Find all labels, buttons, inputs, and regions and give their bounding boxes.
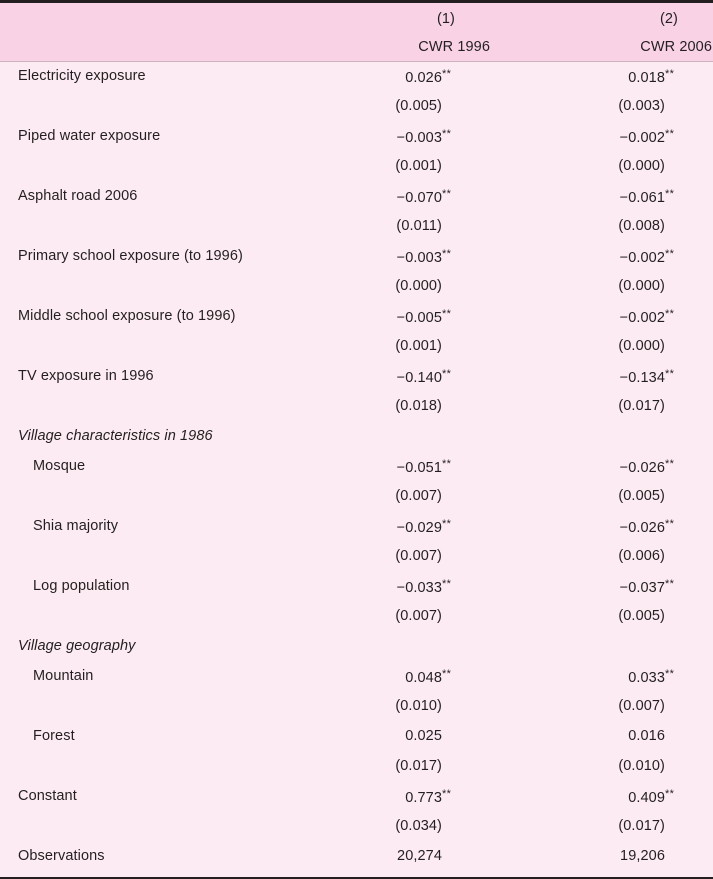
coefficient-col-1: 0.048** — [405, 668, 452, 686]
coefficient-col-2: −0.002** — [619, 308, 675, 326]
coefficient-col-2: 0.033** — [628, 668, 675, 686]
table-row — [0, 122, 713, 152]
coefficient-col-2: (0.003) — [618, 98, 665, 114]
table-row — [0, 212, 713, 242]
table-row — [0, 452, 713, 482]
significance-stars: ** — [442, 188, 452, 200]
significance-stars: ** — [665, 578, 675, 590]
table-row — [0, 782, 713, 812]
table-row — [0, 692, 713, 722]
row-label: Log population — [33, 578, 130, 594]
section-header: Village geography — [18, 638, 136, 654]
coefficient-col-2: (0.007) — [618, 698, 665, 714]
coefficient-col-2: −0.026** — [619, 518, 675, 536]
table-row — [0, 542, 713, 572]
table-row — [0, 62, 713, 92]
row-label: Forest — [33, 728, 75, 744]
coefficient-col-1: (0.017) — [395, 758, 442, 774]
coefficient-col-1: (0.007) — [395, 488, 442, 504]
significance-stars: ** — [442, 68, 452, 80]
row-label: Primary school exposure (to 1996) — [18, 248, 243, 264]
table-row — [0, 512, 713, 542]
coefficient-col-1: −0.003** — [396, 248, 452, 266]
row-label: Observations — [18, 848, 105, 864]
significance-stars: ** — [442, 458, 452, 470]
coefficient-col-1: 0.026** — [405, 68, 452, 86]
coefficient-col-2: (0.005) — [618, 488, 665, 504]
coefficient-col-2: 0.016 — [628, 728, 665, 744]
coefficient-col-2: (0.005) — [618, 608, 665, 624]
table-row — [0, 392, 713, 422]
table-header — [0, 3, 713, 61]
significance-stars: ** — [665, 128, 675, 140]
coefficient-col-1: (0.007) — [395, 548, 442, 564]
coefficient-col-1: (0.005) — [395, 98, 442, 114]
table-row — [0, 812, 713, 842]
coefficient-col-1: (0.000) — [395, 278, 442, 294]
table-row — [0, 242, 713, 272]
coefficient-col-1: −0.029** — [396, 518, 452, 536]
significance-stars: ** — [442, 668, 452, 680]
coefficient-col-2: −0.037** — [619, 578, 675, 596]
coefficient-col-1: (0.034) — [395, 818, 442, 834]
coefficient-col-1: −0.070** — [396, 188, 452, 206]
coefficient-col-2: (0.010) — [618, 758, 665, 774]
significance-stars: ** — [665, 188, 675, 200]
coefficient-col-1: 0.025 — [405, 728, 442, 744]
table-row — [0, 722, 713, 752]
coefficient-col-2: (0.008) — [618, 218, 665, 234]
row-label: Mosque — [33, 458, 86, 474]
significance-stars: ** — [442, 128, 452, 140]
row-label: Piped water exposure — [18, 128, 161, 144]
row-label: Electricity exposure — [18, 68, 146, 84]
table-row — [0, 272, 713, 302]
coefficient-col-1: (0.001) — [395, 158, 442, 174]
table-row — [0, 182, 713, 212]
table-row — [0, 482, 713, 512]
significance-stars: ** — [442, 248, 452, 260]
coefficient-col-2: −0.002** — [619, 128, 675, 146]
column-1-number: (1) — [436, 11, 455, 27]
coefficient-col-2: −0.002** — [619, 248, 675, 266]
table-row — [0, 302, 713, 332]
coefficient-col-1: (0.010) — [395, 698, 442, 714]
column-2-number: (2) — [659, 11, 678, 27]
coefficient-col-1: (0.018) — [395, 398, 442, 414]
coefficient-col-2: (0.017) — [618, 398, 665, 414]
coefficient-col-1: 20,274 — [397, 848, 442, 864]
coefficient-col-2: (0.006) — [618, 548, 665, 564]
coefficient-col-1: −0.005** — [396, 308, 452, 326]
table-row — [0, 362, 713, 392]
column-2-label: CWR 2006 — [640, 39, 712, 55]
coefficient-col-2: 19,206 — [620, 848, 665, 864]
coefficient-col-2: −0.026** — [619, 458, 675, 476]
coefficient-col-1: −0.051** — [396, 458, 452, 476]
coefficient-col-2: (0.000) — [618, 158, 665, 174]
row-label: Mountain — [33, 668, 94, 684]
coefficient-col-2: 0.018** — [628, 68, 675, 86]
coefficient-col-1: (0.007) — [395, 608, 442, 624]
coefficient-col-1: −0.033** — [396, 578, 452, 596]
table-row — [0, 842, 713, 872]
table-row — [0, 422, 713, 452]
table-row — [0, 752, 713, 782]
table-row — [0, 632, 713, 662]
section-header: Village characteristics in 1986 — [18, 428, 213, 444]
coefficient-col-2: (0.000) — [618, 278, 665, 294]
significance-stars: ** — [665, 518, 675, 530]
coefficient-col-1: 0.773** — [405, 788, 452, 806]
coefficient-col-2: 0.409** — [628, 788, 675, 806]
row-label: Asphalt road 2006 — [18, 188, 138, 204]
row-label: Middle school exposure (to 1996) — [18, 308, 236, 324]
coefficient-col-2: (0.017) — [618, 818, 665, 834]
table-row — [0, 152, 713, 182]
column-1-label: CWR 1996 — [418, 39, 490, 55]
significance-stars: ** — [442, 788, 452, 800]
coefficient-col-2: (0.000) — [618, 338, 665, 354]
significance-stars: ** — [665, 308, 675, 320]
significance-stars: ** — [665, 68, 675, 80]
table-row — [0, 332, 713, 362]
significance-stars: ** — [665, 788, 675, 800]
coefficient-col-1: (0.001) — [395, 338, 442, 354]
table-row — [0, 572, 713, 602]
significance-stars: ** — [665, 248, 675, 260]
row-label: Shia majority — [33, 518, 119, 534]
coefficient-col-1: (0.011) — [396, 218, 442, 234]
significance-stars: ** — [442, 518, 452, 530]
significance-stars: ** — [442, 368, 452, 380]
table-row — [0, 662, 713, 692]
significance-stars: ** — [665, 668, 675, 680]
row-label: Constant — [18, 788, 77, 804]
coefficient-col-1: −0.003** — [396, 128, 452, 146]
table-row — [0, 602, 713, 632]
significance-stars: ** — [442, 308, 452, 320]
coefficient-col-2: −0.061** — [619, 188, 675, 206]
row-label: TV exposure in 1996 — [18, 368, 154, 384]
significance-stars: ** — [665, 368, 675, 380]
table-row — [0, 92, 713, 122]
coefficient-col-2: −0.134** — [619, 368, 675, 386]
coefficient-col-1: −0.140** — [396, 368, 452, 386]
significance-stars: ** — [442, 578, 452, 590]
significance-stars: ** — [665, 458, 675, 470]
